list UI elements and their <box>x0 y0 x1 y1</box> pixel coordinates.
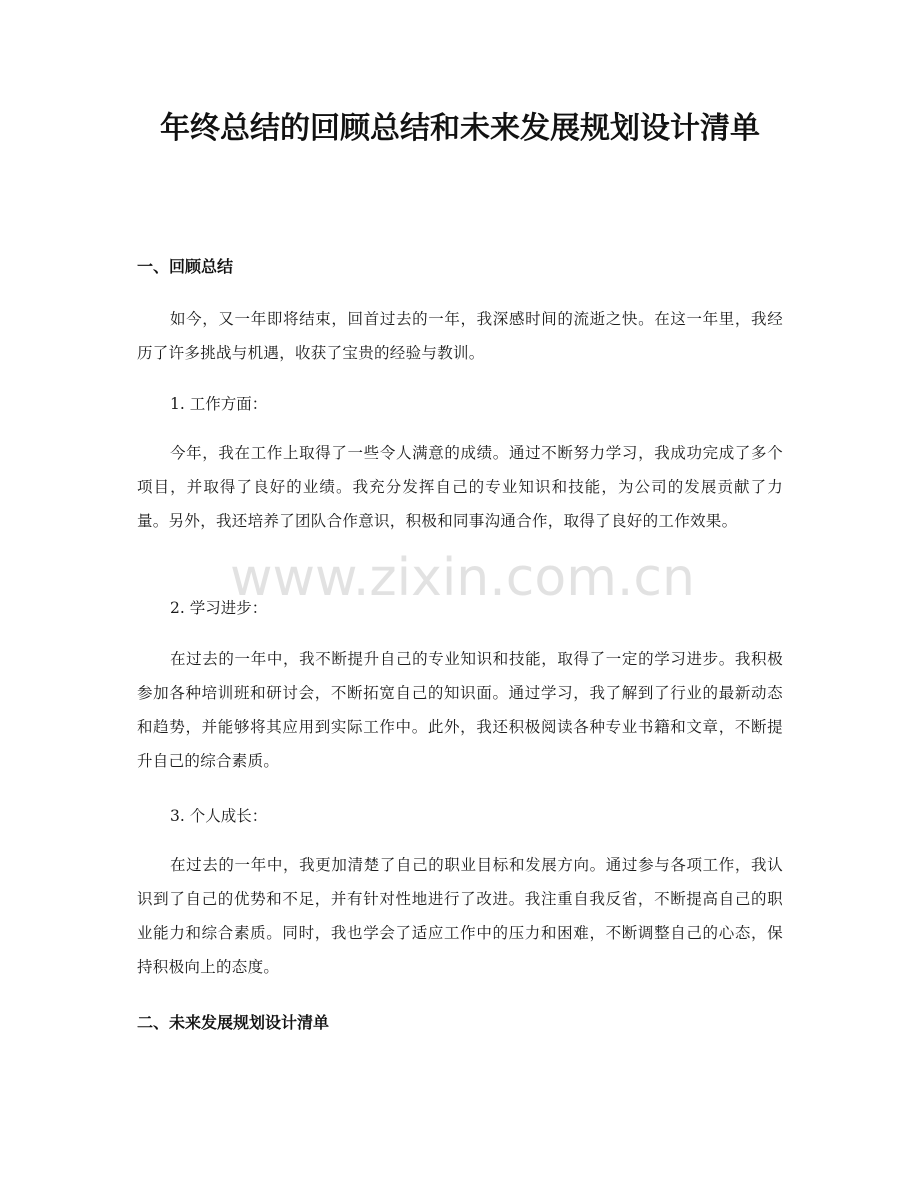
item-paragraph-study: 在过去的一年中，我不断提升自己的专业知识和技能，取得了一定的学习进步。我积极参加各种培训班和研讨会，不断拓宽自己的知识面。通过学习，我了解到了行业的最新动态和趋势，并能够将其应用到实际工作中。此外，我还积极阅读各种专业书籍和文章，不断提升自己的综合素质。 <box>137 650 783 770</box>
item-label-study: 2. 学习进步： <box>170 599 268 617</box>
item-paragraph-growth: 在过去的一年中，我更加清楚了自己的职业目标和发展方向。通过参与各项工作，我认识到了自己的优势和不足，并有针对性地进行了改进。我注重自我反省，不断提高自己的职业能力和综合素质。同时，我也学会了适应工作中的压力和困难，不断调整自己的心态，保持积极向上的态度。 <box>137 856 783 976</box>
section-heading-plan: 二、未来发展规划设计清单 <box>137 1013 330 1032</box>
document-title: 年终总结的回顾总结和未来发展规划设计清单 <box>160 111 760 146</box>
item-paragraph-work: 今年，我在工作上取得了一些令人满意的成绩。通过不断努力学习，我成功完成了多个项目，并取得了良好的业绩。我充分发挥自己的专业知识和技能，为公司的发展贡献了力量。另外，我还培养了团队合作意识，积极和同事沟通合作，取得了良好的工作效果。 <box>137 444 783 530</box>
section-heading-review: 一、回顾总结 <box>137 257 234 276</box>
item-label-growth: 3. 个人成长： <box>170 807 268 825</box>
watermark-text: www.zixin.com.cn <box>230 548 695 608</box>
intro-paragraph: 如今，又一年即将结束，回首过去的一年，我深感时间的流逝之快。在这一年里，我经历了许多挑战与机遇，收获了宝贵的经验与教训。 <box>137 310 783 362</box>
item-label-work: 1. 工作方面： <box>170 395 268 413</box>
